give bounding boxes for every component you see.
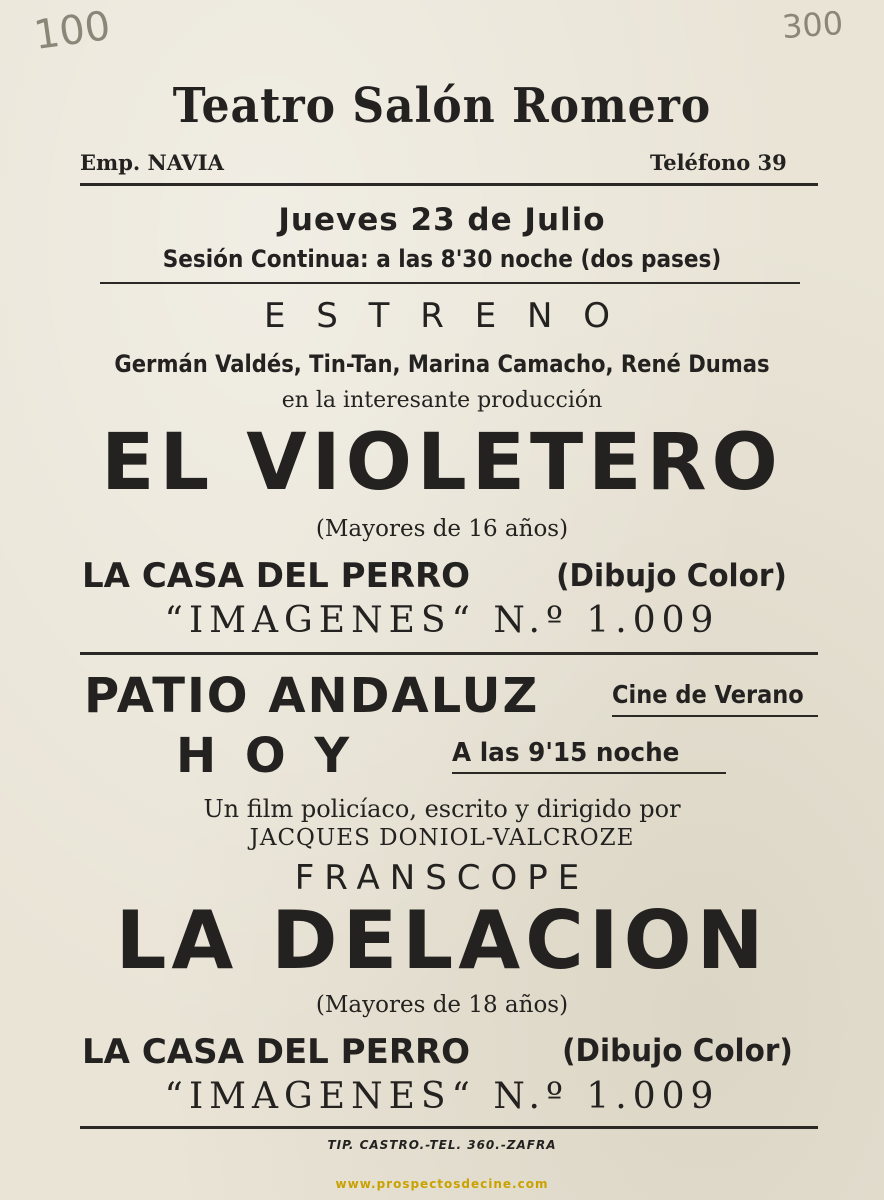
phone-number: Teléfono 39	[650, 150, 787, 175]
premiere-label: E S T R E N O	[264, 296, 620, 336]
website-watermark: www.prospectosdecine.com	[335, 1177, 549, 1191]
film-title-2: LA DELACION	[115, 894, 769, 987]
format-label: FRANSCOPE	[294, 858, 590, 898]
show-time: A las 9'15 noche	[452, 738, 680, 768]
venue-name: PATIO ANDALUZ	[84, 668, 540, 724]
rating-1: (Mayores de 16 años)	[315, 516, 569, 542]
short-note-1: (Dibujo Color)	[556, 558, 787, 594]
section-divider	[80, 652, 818, 655]
venue-note-underline	[612, 715, 818, 717]
film-description: Un film policíaco, escrito y dirigido por	[203, 795, 681, 823]
pencil-note-left: 100	[31, 2, 114, 60]
company-name: Emp. NAVIA	[80, 150, 224, 175]
short-title-2: LA CASA DEL PERRO	[82, 1032, 471, 1072]
today-label: H O Y	[176, 728, 356, 784]
short-note-2: (Dibujo Color)	[562, 1033, 793, 1069]
venue-note: Cine de Verano	[612, 680, 804, 709]
pencil-note-right: 300	[780, 3, 845, 47]
session-underline	[100, 282, 800, 284]
theater-name: Teatro Salón Romero	[172, 78, 712, 134]
production-intro: en la interesante producción	[281, 388, 603, 413]
header-rule	[80, 183, 818, 186]
short-title-1: LA CASA DEL PERRO	[82, 556, 471, 596]
cast-list: Germán Valdés, Tin-Tan, Marina Camacho, René Dumas	[114, 350, 770, 378]
program-date: Jueves 23 de Julio	[278, 202, 606, 238]
newsreel-1: “IMAGENES“ N.º 1.009	[164, 600, 720, 641]
footer-rule	[80, 1126, 818, 1129]
rating-2: (Mayores de 18 años)	[315, 992, 569, 1018]
show-time-underline	[452, 772, 726, 774]
printer-credit: TIP. CASTRO.-TEL. 360.-ZAFRA	[327, 1138, 557, 1152]
film-title-1: EL VIOLETERO	[101, 418, 783, 508]
director-name: JACQUES DONIOL-VALCROZE	[249, 825, 635, 851]
newsreel-2: “IMAGENES“ N.º 1.009	[164, 1076, 720, 1117]
session-info: Sesión Continua: a las 8'30 noche (dos pases)	[162, 245, 722, 273]
